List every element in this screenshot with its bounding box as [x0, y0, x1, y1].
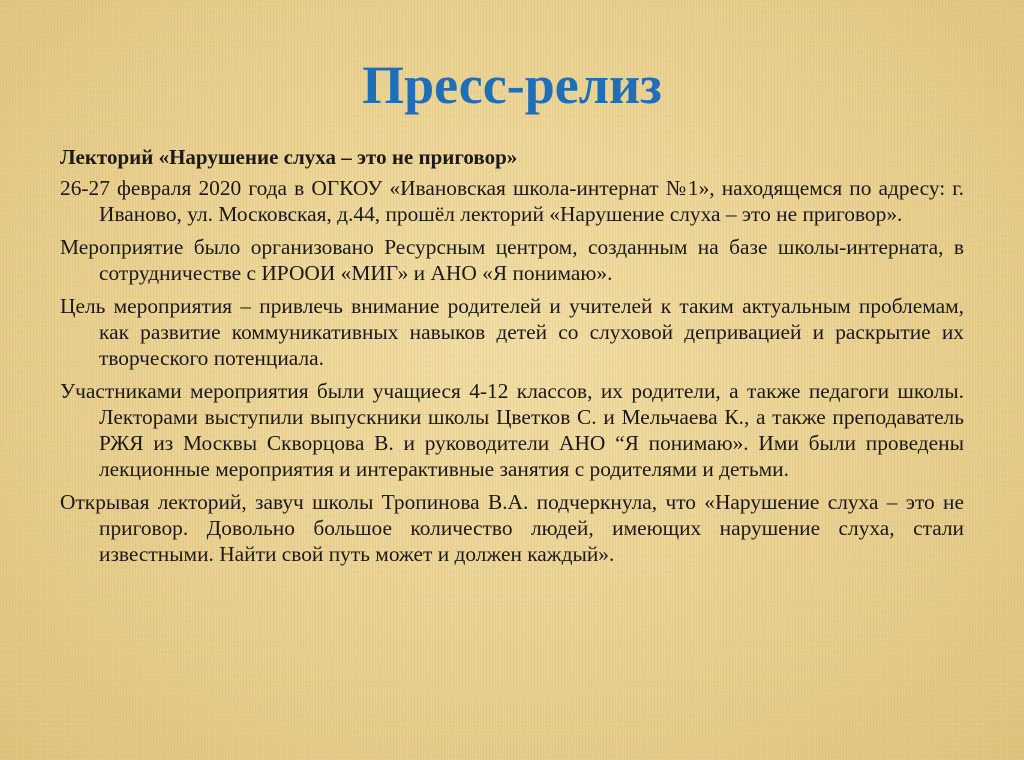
slide-title: Пресс-релиз — [362, 55, 662, 115]
paragraph-organizers: Мероприятие было организовано Ресурсным центром, созданным на базе школы-интерната, в сотрудничестве с ИРООИ «МИГ» и АНО «Я понимаю». — [60, 235, 964, 285]
paragraph-date-location: 26-27 февраля 2020 года в ОГКОУ «Ивановская школа-интернат №1», находящемся по адресу: г. Иваново, ул. Московская, д.44, прошёл лекторий «Нарушение слуха – это не приговор». — [60, 176, 964, 226]
slide-body — [60, 144, 964, 574]
lecture-subheading: Лекторий «Нарушение слуха – это не приговор» — [60, 145, 518, 169]
paragraph-goal: Цель мероприятия – привлечь внимание родителей и учителей к таким актуальным проблемам, как развитие коммуникативных навыков детей со слуховой депривацией и раскрытие их творческого потенциала. — [60, 294, 964, 370]
paragraph-opening-quote: Открывая лекторий, завуч школы Тропинова В.А. подчеркнула, что «Нарушение слуха – это не приговор. Довольно большое количество людей, имеющих нарушение слуха, стали известными. Найти свой путь может и должен каждый». — [60, 490, 964, 566]
paragraph-participants: Участниками мероприятия были учащиеся 4-12 классов, их родители, а также педагоги школы. Лекторами выступили выпускники школы Цветков С. и Мельчаева К., а также преподаватель РЖЯ из Москвы Скворцова В. и руководители АНО “Я понимаю». Ими были проведены лекционные мероприятия и интерактивные занятия с родителями и детьми. — [60, 379, 964, 481]
